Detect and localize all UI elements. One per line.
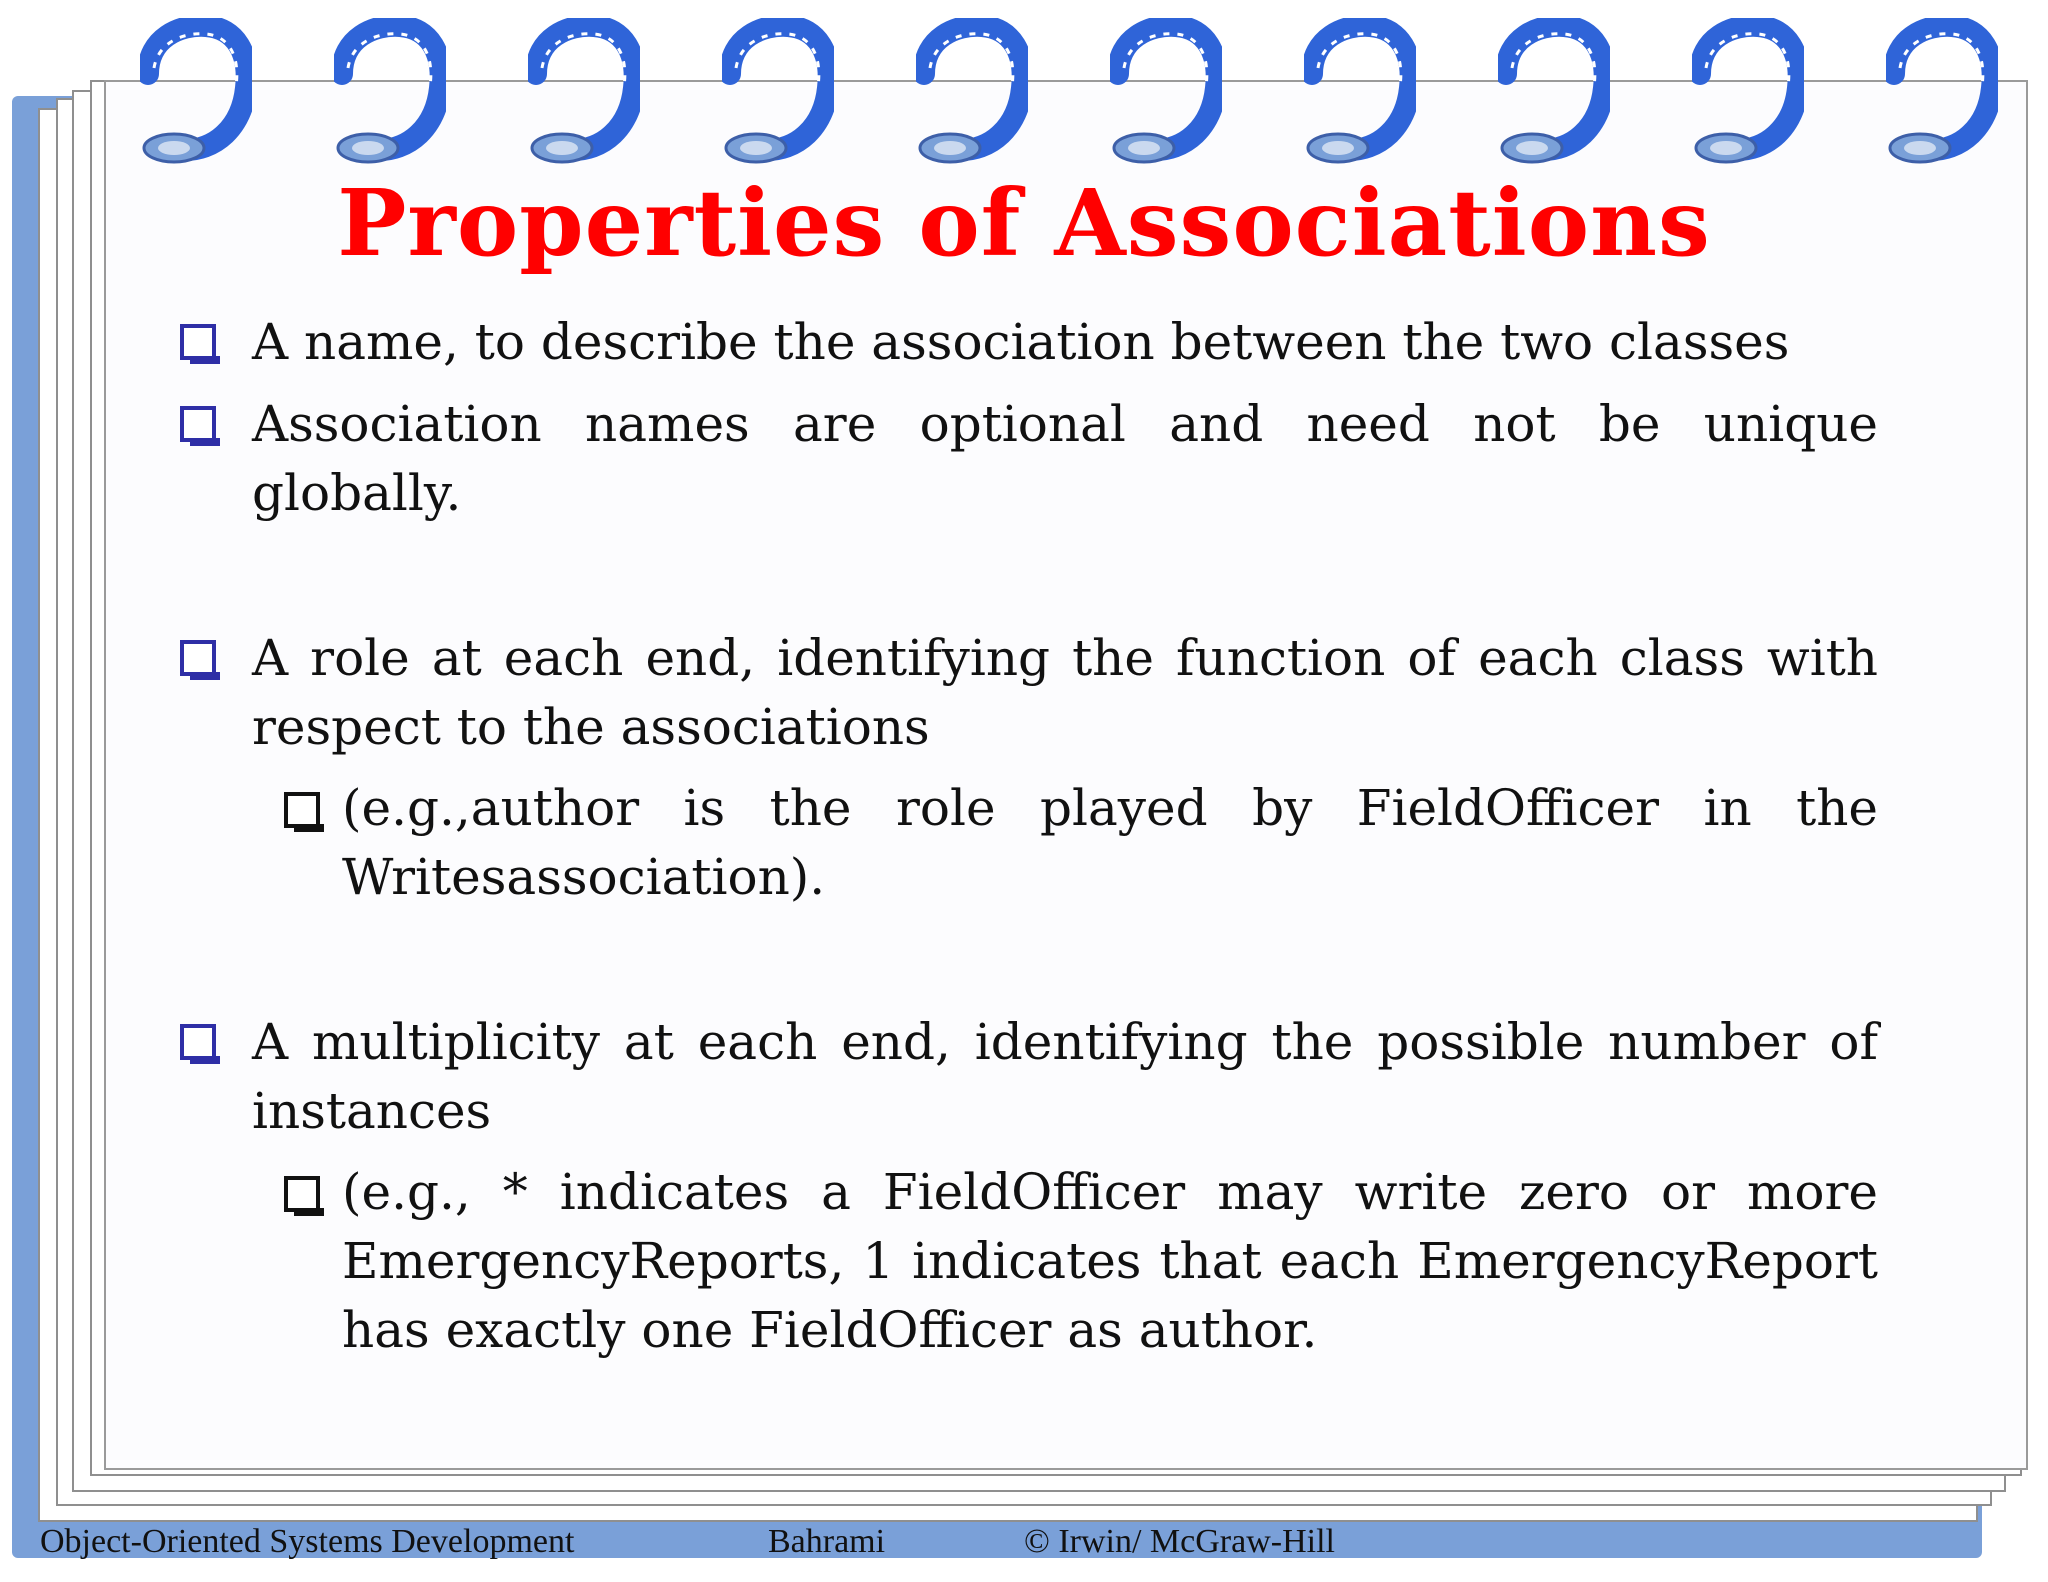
spiral-ring-icon bbox=[1692, 18, 1804, 168]
bullet-text: A multiplicity at each end, identifying the possible number of instances bbox=[252, 1013, 1878, 1140]
bullet-box-icon bbox=[180, 324, 216, 360]
bullet-item bbox=[252, 624, 1878, 762]
spiral-ring-icon bbox=[528, 18, 640, 168]
bullet-box-icon bbox=[180, 1024, 216, 1060]
bullet-text: A name, to describe the association between the two classes bbox=[252, 313, 1790, 371]
slide-title: Properties of Associations bbox=[337, 169, 1711, 277]
footer-publisher: © Irwin/ McGraw-Hill bbox=[1024, 1523, 1335, 1560]
spiral-ring-icon bbox=[334, 18, 446, 168]
sub-bullet-box-icon bbox=[284, 1176, 320, 1212]
bullet-text: A role at each end, identifying the function of each class with respect to the associations bbox=[252, 629, 1878, 756]
bullet-item bbox=[252, 308, 1878, 377]
bullet-text: (e.g.,author is the role played by FieldOfficer in the Writesassociation). bbox=[342, 779, 1878, 906]
spiral-ring-icon bbox=[1886, 18, 1998, 168]
bullet-box-icon bbox=[180, 406, 216, 442]
spiral-ring-icon bbox=[1304, 18, 1416, 168]
spiral-ring-icon bbox=[1498, 18, 1610, 168]
sub-bullet-item bbox=[342, 1158, 1878, 1365]
sub-bullet-box-icon bbox=[284, 792, 320, 828]
spiral-ring-icon bbox=[722, 18, 834, 168]
spiral-ring-icon bbox=[140, 18, 252, 168]
bullet-item bbox=[252, 1008, 1878, 1146]
bullet-text: Association names are optional and need not be unique globally. bbox=[252, 395, 1878, 522]
spiral-ring-icon bbox=[916, 18, 1028, 168]
footer-author: Bahrami bbox=[768, 1523, 886, 1560]
sub-bullet-item bbox=[342, 774, 1878, 912]
bullet-text: (e.g., * indicates a FieldOfficer may write zero or more EmergencyReports, 1 indicates that each EmergencyReport has exactly one FieldOfficer as author. bbox=[342, 1163, 1878, 1359]
footer-course: Object-Oriented Systems Development bbox=[40, 1523, 575, 1560]
bullet-box-icon bbox=[180, 640, 216, 676]
spiral-ring-icon bbox=[1110, 18, 1222, 168]
bullet-item bbox=[252, 390, 1878, 528]
